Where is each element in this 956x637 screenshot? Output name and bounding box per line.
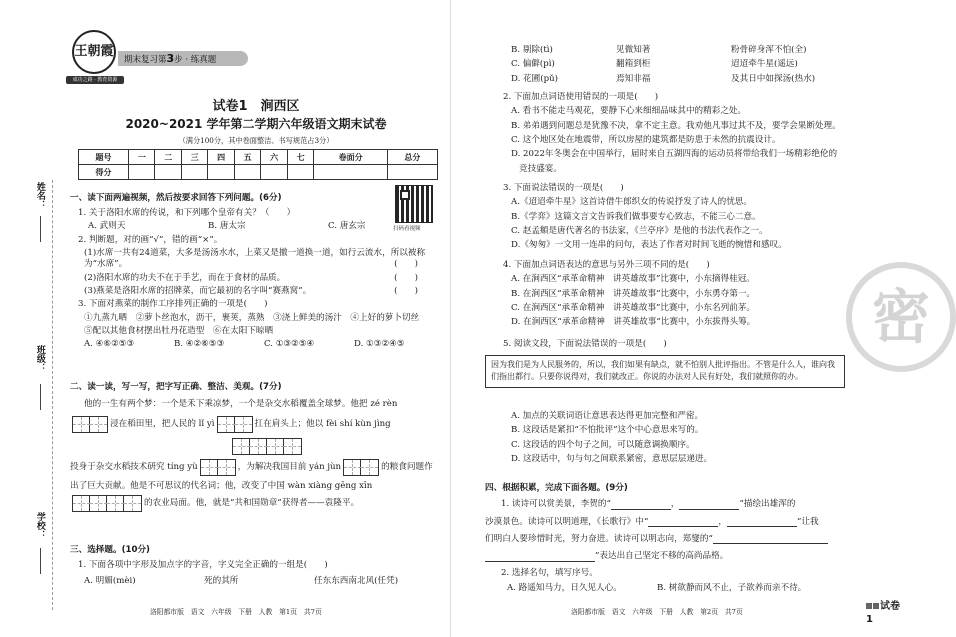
question-2-1-tail: 为“水席”。 (84, 259, 128, 270)
option-b[interactable] (511, 45, 841, 56)
fill-blank[interactable] (727, 518, 797, 527)
option-d[interactable]: D. ①③②④⑤ (354, 339, 405, 350)
section-4-heading: 四、根据积累，完成下面各题。(9分) (485, 483, 628, 493)
question-3-3-stem: 3. 下面说法错误的一项是( ) (503, 183, 624, 193)
quote-a[interactable]: A. 路遥知马力，日久见人心。 (507, 583, 622, 594)
score-input[interactable] (387, 165, 437, 180)
class-line (40, 384, 41, 410)
writing-grid[interactable] (217, 416, 253, 433)
option-d[interactable]: D. 2022年冬奥会在中国举行，届时来自五湖四海的运动员将带给我们一场精彩绝伦的 (511, 149, 838, 160)
option-c[interactable]: C. 在涧西区“承革命精神 讲英雄故事”比赛中，小东名列前茅。 (511, 303, 755, 314)
badge-mark (873, 603, 879, 609)
question-3-2-stem: 2. 下面加点词语使用错误的一项是( ) (503, 92, 659, 102)
reading-passage-box: 因为我们是为人民服务的，所以，我们如果有缺点，就不怕别人批评指出。不管是什么人，谁向我们指出都行。只要你说得对，我们就改正。你说的办法对人民有好处，我们就照你的办。 (485, 355, 845, 388)
qr-finder (400, 190, 410, 200)
option-text: 任东东西南北风(任凭) (314, 575, 399, 586)
section-1 (70, 193, 390, 204)
option-text: 焉知非福 (616, 73, 651, 84)
writing-grid[interactable] (232, 438, 302, 455)
fill-blank[interactable] (648, 518, 718, 527)
option-b[interactable]: B. 唐太宗 (208, 221, 246, 232)
score-row-label: 得分 (79, 165, 129, 180)
section-1-heading: 一、读下面两遍视频，然后按要求回答下列问题。(6分) (70, 193, 282, 203)
score-table-row (79, 165, 438, 180)
passage-text: ，为解决我国目前 yán jùn (237, 461, 342, 472)
option-text: C. 偏僻(pì) (511, 59, 555, 70)
score-cell: 题号 (79, 150, 129, 165)
fill-blank[interactable] (485, 553, 595, 562)
score-cell: 四 (208, 150, 234, 165)
passage-text: 投身于杂交水稻技术研究 tíng yù (70, 461, 198, 472)
confidential-stamp: 密 (846, 262, 956, 372)
binding-margin (0, 0, 62, 637)
question-3-options (78, 339, 438, 350)
option-a[interactable]: A. 看书不能走马观花，要静下心来细细品味其中的精彩之处。 (511, 106, 747, 117)
badge-mark (866, 603, 872, 609)
question-3-5 (503, 339, 848, 350)
page-footer: 洛阳都市版 语文 六年级 下册 人教 第1页 共7页 (150, 608, 322, 616)
step-banner (118, 51, 248, 66)
option-text: 粉骨碎身浑不怕(全) (731, 45, 807, 55)
fill-blank[interactable] (611, 501, 671, 510)
quote-options (485, 583, 855, 594)
banner-suffix: 步 · 练真题 (174, 55, 217, 65)
logo-subtitle: 成功之路 · 教育资源 (66, 76, 124, 84)
question-3-4-stem: 4. 下面加点词语表达的意思与另外三项不同的是( ) (503, 260, 710, 270)
score-table-header (79, 150, 438, 165)
option-a[interactable]: A. ④⑥②⑤③ (84, 339, 135, 350)
question-2: 2. 判断题，对的画“√”，错的画“×”。 (78, 234, 223, 245)
section-2-heading: 二、读一读，写一写，把字写正确、整洁、美观。(7分) (70, 382, 282, 392)
section-1-body (78, 208, 438, 351)
answer-paren[interactable]: ( ) (394, 286, 418, 297)
question-2-3 (78, 286, 418, 297)
question-3-3 (503, 183, 848, 252)
option-b[interactable]: B.《学弈》这篇文言文告诉我们做事要专心致志，不能三心二意。 (511, 211, 761, 222)
option-c[interactable]: C. ①③②⑤④ (264, 339, 315, 350)
question-2-2 (78, 273, 418, 284)
cut-line (52, 180, 53, 610)
option-text: 及其日中如探汤(热水) (731, 73, 816, 84)
score-cell: 七 (287, 150, 313, 165)
school-line (40, 548, 41, 574)
option-c[interactable]: C. 唐玄宗 (328, 221, 366, 232)
name-label: 姓名： (34, 182, 45, 209)
answer-paren[interactable]: ( ) (394, 259, 418, 270)
answer-paren[interactable]: ( ) (394, 272, 418, 283)
score-input[interactable] (181, 165, 207, 180)
fill-blank[interactable] (713, 535, 828, 544)
publisher-logo: 王朝霞 (72, 30, 116, 74)
qr-label: 扫码看视频 (393, 226, 421, 232)
banner-prefix: 期末复习第 (124, 55, 167, 65)
writing-grid[interactable] (343, 459, 379, 476)
passage-line-4: 出了巨大贡献。他是不可思议的代名词；他，改变了中国 wàn xiàng gēng xīn (70, 480, 373, 491)
question-3-2 (503, 92, 848, 175)
option-a[interactable]: A. 在涧西区“承革命精神 讲英雄故事”比赛中，小东摘得桂冠。 (511, 274, 755, 285)
question-3-1-option-a[interactable] (70, 576, 430, 587)
option-b[interactable]: B. 在涧西区“承革命精神 讲英雄故事”比赛中，小东勇夺第一。 (511, 288, 756, 299)
writing-grid[interactable] (72, 495, 142, 512)
score-input[interactable] (261, 165, 287, 180)
left-page (0, 0, 450, 637)
question-3-steps-a: ①九蒸九晒 ②萝卜丝泡水，沥干，裹荚，蒸熟 ③浇上鲜美的汤汁 ④上好的萝卜切丝 (84, 312, 420, 323)
option-c[interactable]: C. 这个地区处在地震带，所以房屋的建筑都是防患于未然的抗震设计。 (511, 135, 781, 146)
question-1-options (78, 221, 438, 232)
fill-line-3 (485, 534, 855, 545)
option-text: 翻箱到柜 (616, 59, 651, 70)
banner-step-number: 3 (166, 52, 175, 65)
passage-line-1: 他的一生有两个梦：一个是禾下乘凉梦，一个是杂交水稻覆盖全球梦。他把 zé rèn (84, 399, 398, 410)
question-3-5-options (511, 408, 856, 465)
option-b[interactable]: B. 弟弟遇到问题总是犹豫不决，拿不定主意。我劝他凡事过其不及，要学会果断处理。 (511, 120, 841, 131)
question-2-1-cont (78, 259, 418, 270)
question-4-2: 2. 选择名句，填写序号。 (501, 567, 598, 578)
fill-blank[interactable] (679, 501, 739, 510)
quote-b[interactable]: B. 树欲静而风不止，子欲养而亲不待。 (657, 583, 807, 594)
question-1: 1. 关于洛阳水席的传说，和下列哪个皇帝有关？（ ） (78, 208, 296, 218)
score-input[interactable] (129, 165, 155, 180)
option-c[interactable]: C. 赵孟頫是唐代著名的书法家，《兰亭序》是他的书法代表作之一。 (511, 226, 768, 237)
option-b[interactable]: B. ④②⑥⑤③ (174, 339, 225, 350)
passage-text: 扛在肩头上；他以 fèi shí kùn jìng (254, 418, 391, 429)
fill-text: 们明白人要珍惜时光，努力奋进。读诗可以明志向，郑燮的“ (485, 534, 713, 545)
score-note: （满分100分，其中卷面整洁、书写规范占3分） (178, 136, 334, 145)
question-3: 3. 下面对燕菜的制作工序排列正确的一项是( ) (78, 299, 268, 310)
section-2 (70, 382, 433, 512)
option-text: 见微知著 (616, 45, 651, 55)
fill-text: ”让我 (797, 516, 819, 527)
option-d[interactable] (511, 74, 841, 85)
paper-title: 试卷1 涧西区 (212, 99, 300, 114)
section-3 (70, 545, 430, 587)
passage-line-2 (70, 416, 430, 433)
question-3-1-options-cont (511, 45, 841, 85)
score-cell: 三 (181, 150, 207, 165)
question-2-2-text: (2)洛阳水席的功夫不在于手艺，而在于食材的品质。 (84, 272, 286, 283)
option-d[interactable]: D.《匆匆》一文用一连串的问句，表达了作者对时间飞逝的惋惜和感叹。 (511, 240, 787, 251)
fill-text: 沙漠景色。读诗可以明道理，《长歌行》中“ (485, 516, 649, 527)
fill-text: 1. 读诗可以赏美景，李贺的“ (501, 499, 611, 510)
question-3-5-stem: 5. 阅读文段，下面说法错误的一项是( ) (503, 339, 667, 349)
score-input[interactable] (234, 165, 260, 180)
class-label: 班级： (34, 345, 45, 372)
score-input[interactable] (155, 165, 181, 180)
option-d[interactable]: D. 在涧西区“承革命精神 讲英雄故事”比赛中，小东拔得头筹。 (511, 317, 756, 328)
fill-text: ”描绘出雄浑的 (739, 499, 796, 510)
passage-text: 的农业局面。他，就是“共和国勋章”获得者——袁隆平。 (144, 497, 360, 508)
exam-title: 2020~2021 学年第二学期六年级语文期末试卷 (125, 117, 387, 131)
question-3-steps-b: ⑤配以其他食材摆出牡丹花造型 ⑥在太阳下晾晒 (84, 326, 274, 337)
question-2-1: (1)水席一共有24道菜，大多是汤汤水水，上菜又是撤一道换一道，如行云流水，所以被称 (84, 248, 426, 259)
passage-text: 浸在稻田里，把人民的 lǐ yì (110, 418, 215, 429)
question-2-3-text: (3)燕菜是洛阳水席的招牌菜，而它最初的名字叫“赛燕窝”。 (84, 286, 312, 297)
fill-line-4 (485, 551, 855, 562)
question-3-4 (503, 260, 848, 329)
writing-grid[interactable] (200, 459, 236, 476)
option-a[interactable]: A. 加点的关联词语让意思表达得更加完整和严密。 (511, 411, 704, 421)
score-cell: 卷面分 (314, 150, 388, 165)
option-text: 死的其所 (204, 575, 239, 586)
score-cell: 六 (261, 150, 287, 165)
fill-line-1: 1. 读诗可以赏美景，李贺的“ ， ”描绘出雄浑的 (501, 499, 796, 510)
option-a[interactable]: A. 武则天 (88, 221, 126, 232)
section-3-heading: 三、选择题。(10分) (70, 545, 150, 555)
option-c[interactable] (511, 59, 841, 70)
score-table (78, 149, 438, 180)
score-input[interactable] (314, 165, 388, 180)
score-cell: 五 (234, 150, 260, 165)
passage-line-5 (70, 495, 430, 512)
option-c[interactable]: C. 这段话的四个句子之间，可以随意调换顺序。 (511, 439, 695, 450)
right-page (450, 0, 930, 637)
score-cell: 二 (155, 150, 181, 165)
score-input[interactable] (208, 165, 234, 180)
score-input[interactable] (287, 165, 313, 180)
option-text: B. 剔除(tì) (511, 45, 553, 55)
passage-text: 的粮食问题作 (381, 461, 433, 472)
option-d[interactable]: D. 这段话中，句与句之间联系紧密，意思层层递进。 (511, 454, 713, 465)
option-text: D. 花圃(pǔ) (511, 73, 558, 84)
page-footer: 洛阳都市版 语文 六年级 下册 人教 第2页 共7页 (571, 608, 743, 616)
option-d-cont: 竞技盛宴。 (519, 163, 562, 174)
score-cell: 总分 (387, 150, 437, 165)
fill-text: ”表达出自己坚定不移的高尚品格。 (595, 551, 729, 562)
option-a[interactable]: A.《迢迢牵牛星》这首诗借牛郎织女的传说抒发了诗人的忧思。 (511, 197, 752, 208)
option-b[interactable]: B. 这段话是紧扣“不怕批评”这个中心意思来写的。 (511, 425, 704, 436)
paper-badge (866, 600, 900, 626)
section-4 (485, 483, 855, 594)
passage-line-3 (70, 459, 433, 476)
badge-label: 试卷1 (866, 601, 900, 626)
writing-grid[interactable] (72, 416, 108, 433)
option-text: 迢迢牵牛星(遥远) (731, 59, 798, 70)
fill-line-2: 沙漠景色。读诗可以明道理，《长歌行》中“ ， ”让我 (485, 516, 819, 527)
question-3-1: 1. 下面各项中字形及加点字的字音，字义完全正确的一组是( ) (78, 560, 328, 571)
school-label: 学校： (34, 512, 45, 539)
name-line (40, 216, 41, 242)
passage-line-2b (70, 438, 430, 455)
score-cell: 一 (129, 150, 155, 165)
option-text: A. 明媚(mèi) (84, 575, 136, 586)
